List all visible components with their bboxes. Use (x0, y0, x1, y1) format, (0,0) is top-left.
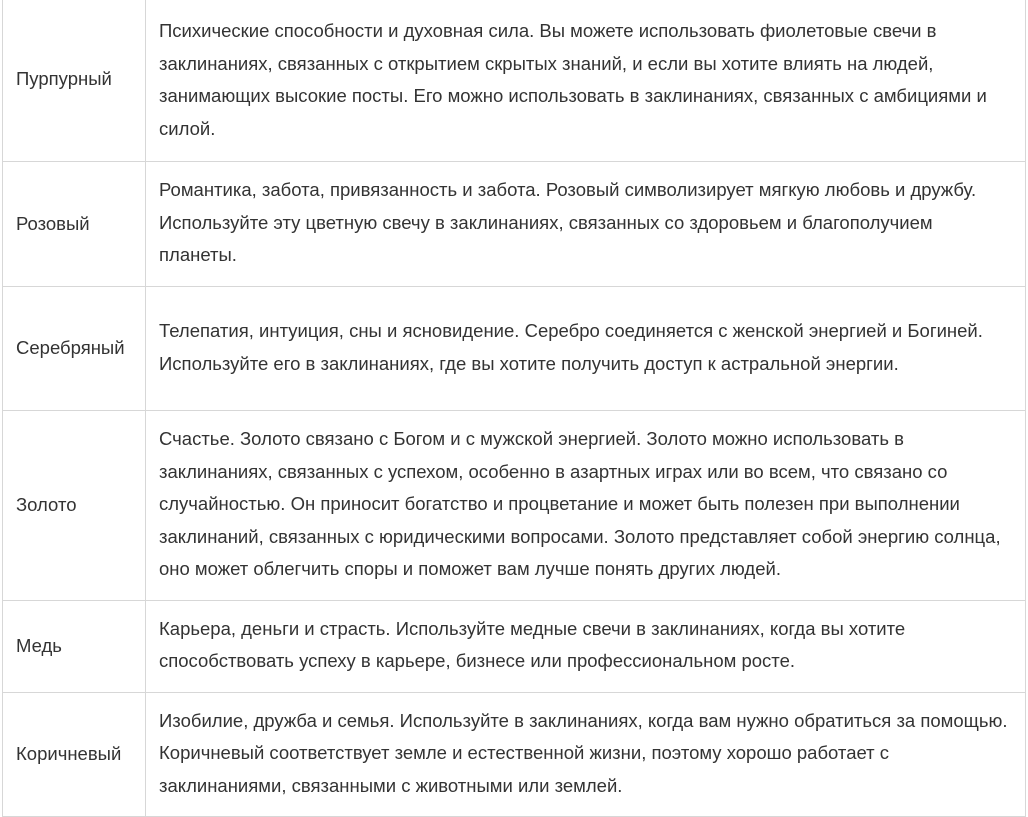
color-name: Розовый (16, 212, 90, 234)
color-name: Коричневый (16, 743, 122, 764)
table-row-pink (3, 162, 1026, 287)
description-cell (146, 287, 1026, 411)
description-cell (146, 411, 1026, 601)
description-cell (146, 600, 1026, 692)
color-name-cell (3, 411, 146, 601)
color-description: Психические способности и духовная сила. Вы можете использовать фиолетовые свечи в заклинаниях, связанных с открытием скрытых знаний, и если вы хотите влиять на людей, занимающих высокие посты. Его можно использовать в заклинаниях, связанных с амбициями и силой. (159, 20, 987, 139)
color-description: Романтика, забота, привязанность и забота. Розовый символизирует мягкую любовь и дружбу. Используйте эту цветную свечу в заклинаниях, связанных со здоровьем и благополучием планеты. (159, 179, 977, 266)
description-cell (146, 162, 1026, 287)
color-name: Серебряный (16, 337, 125, 359)
color-name-cell (3, 600, 146, 692)
candle-color-table (2, 0, 1026, 817)
color-description: Карьера, деньги и страсть. Используйте медные свечи в заклинаниях, когда вы хотите способствовать успеху в карьере, бизнесе или профессиональном росте. (159, 617, 906, 671)
table-row-silver (3, 287, 1026, 411)
color-name: Золото (16, 494, 77, 515)
description-cell (146, 0, 1026, 162)
color-description: Телепатия, интуиция, сны и ясновидение. Серебро соединяется с женской энергией и Богиней. Используйте его в заклинаниях, где вы хотите получить доступ к астральной энергии. (159, 320, 983, 374)
color-name-cell (3, 162, 146, 287)
color-name-cell (3, 0, 146, 162)
color-name-cell (3, 692, 146, 817)
color-name-cell (3, 287, 146, 411)
color-description: Изобилие, дружба и семья. Используйте в заклинаниях, когда вам нужно обратиться за помощью. Коричневый соответствует земле и естественной жизни, поэтому хорошо работает с заклинаниями, связанными с животными или землей. (159, 709, 1008, 796)
table-row-copper (3, 600, 1026, 692)
color-name: Медь (16, 634, 62, 656)
color-name: Пурпурный (16, 67, 112, 89)
table-row-gold (3, 411, 1026, 601)
color-description: Счастье. Золото связано с Богом и с мужской энергией. Золото можно использовать в заклинаниях, связанных с успехом, особенно в азартных играх или во всем, что связано со случайностью. Он приносит богатство и процветание и может быть полезен при выполнении заклинаний, связанных с юридическими вопросами. Золото представляет собой энергию солнца, оно может облегчить споры и поможет вам лучше понять других людей. (159, 428, 1001, 579)
table-row-brown (3, 692, 1026, 817)
description-cell (146, 692, 1026, 817)
table-row-purple (3, 0, 1026, 162)
